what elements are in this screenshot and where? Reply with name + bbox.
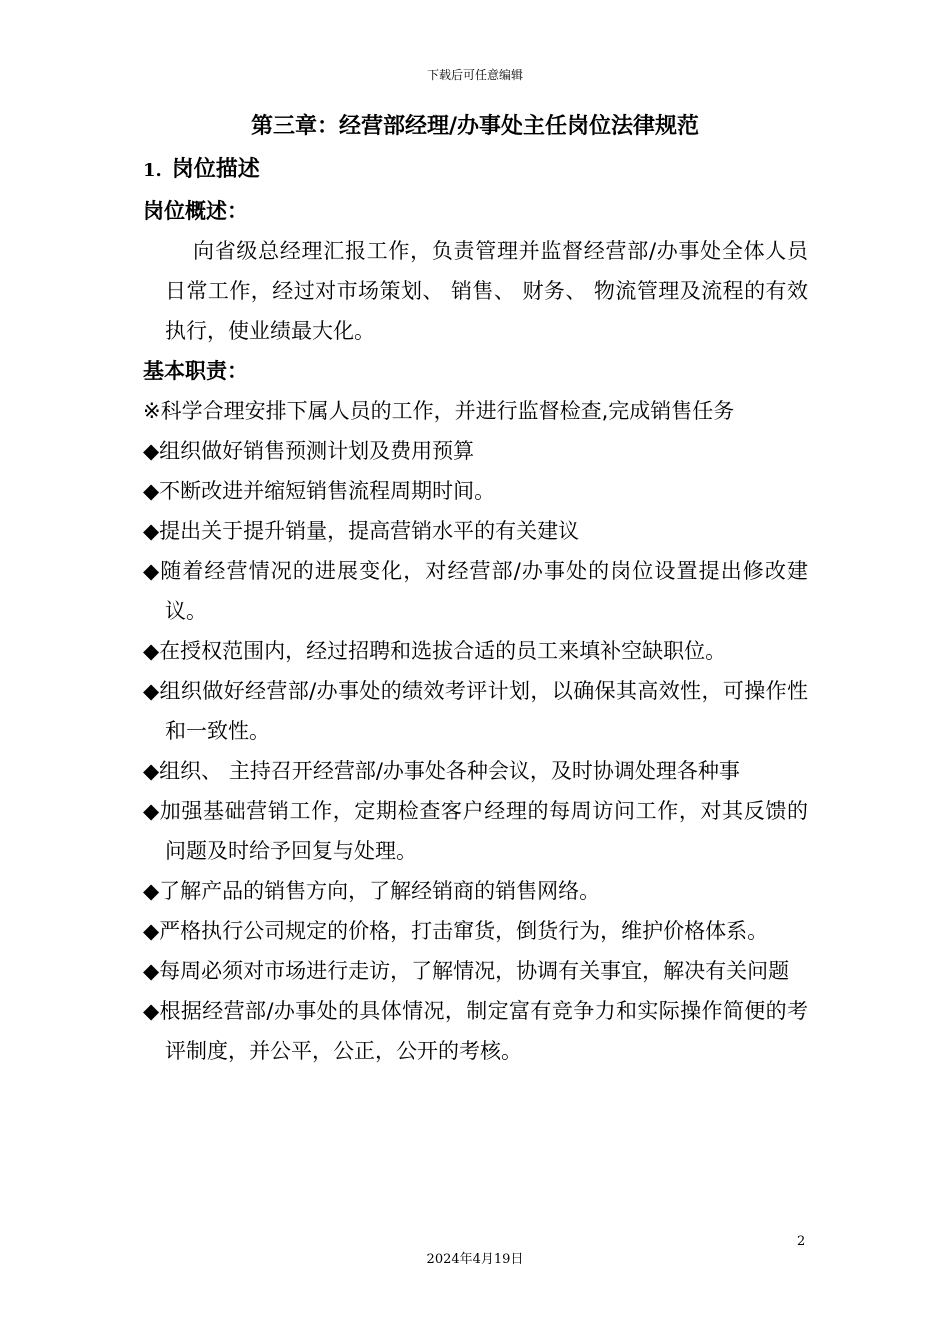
duty-item: ◆组织、 主持召开经营部/办事处各种会议，及时协调处理各种事	[143, 759, 740, 783]
page-number: 2	[797, 1234, 806, 1249]
duty-item: ※科学合理安排下属人员的工作，并进行监督检查,完成销售任务	[143, 399, 735, 423]
duty-item: ◆不断改进并缩短销售流程周期时间。	[143, 479, 496, 503]
duty-item: ◆加强基础营销工作，定期检查客户经理的每周访问工作，对其反馈的问题及时给予回复与处理。	[143, 799, 808, 863]
duty-item: ◆根据经营部/办事处的具体情况，制定富有竞争力和实际操作简便的考评制度，并公平，公正，公开的考核。	[143, 999, 808, 1063]
duty-item: ◆每周必须对市场进行走访，了解情况，协调有关事宜，解决有关问题	[143, 959, 790, 983]
footer-date: 2024年4月19日	[426, 1252, 524, 1267]
chapter-title: 第三章：经营部经理/办事处主任岗位法律规范	[250, 114, 700, 139]
duty-item: ◆组织做好经营部/办事处的绩效考评计划，以确保其高效性，可操作性和一致性。	[143, 679, 808, 743]
duty-item: ◆随着经营情况的进展变化，对经营部/办事处的岗位设置提出修改建议。	[143, 559, 808, 623]
duties-heading: 基本职责：	[143, 359, 248, 383]
document-body	[143, 150, 808, 1071]
duty-item: ◆在授权范围内，经过招聘和选拔合适的员工来填补空缺职位。	[143, 639, 727, 663]
duty-item: ◆严格执行公司规定的价格，打击窜货，倒货行为，维护价格体系。	[143, 919, 769, 943]
header-note: 下载后可任意编辑	[426, 68, 523, 82]
duties-list	[143, 391, 808, 1071]
overview-heading: 岗位概述：	[143, 199, 248, 223]
section-title: 岗位描述	[171, 157, 260, 182]
duty-item: ◆组织做好销售预测计划及费用预算	[143, 439, 475, 463]
section-heading	[143, 150, 808, 191]
duty-item: ◆了解产品的销售方向，了解经销商的销售网络。	[143, 879, 601, 903]
overview-text: 向省级总经理汇报工作，负责管理并监督经营部/办事处全体人员日常工作，经过对市场策划、 销售、 财务、 物流管理及流程的有效执行，使业绩最大化。	[165, 239, 808, 343]
duty-item: ◆提出关于提升销量，提高营销水平的有关建议	[143, 519, 580, 543]
section-number: 1.	[143, 160, 162, 181]
